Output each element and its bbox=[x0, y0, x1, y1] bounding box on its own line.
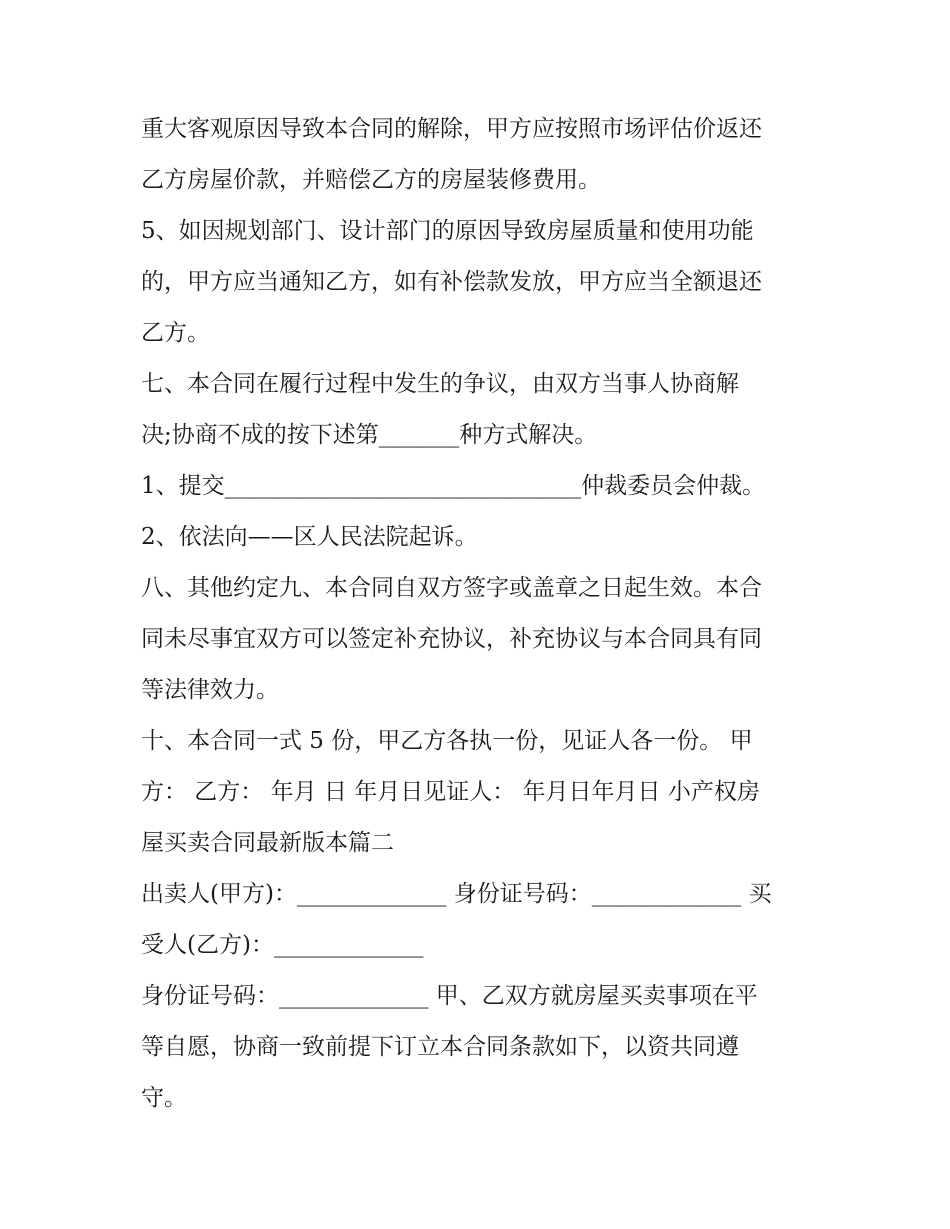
text-line: 八、其他约定九、本合同自双方签字或盖章之日起生效。本合 bbox=[141, 575, 762, 601]
text-line: 决;协商不成的按下述第_______种方式解决。 bbox=[141, 422, 598, 448]
text-line: 重大客观原因导致本合同的解除，甲方应按照市场评估价返还 bbox=[141, 116, 762, 142]
text-line: 屋买卖合同最新版本篇二 bbox=[141, 830, 394, 856]
text-line: 同未尽事宜双方可以签定补充协议，补充协议与本合同具有同 bbox=[141, 626, 762, 652]
text-line: 出卖人(甲方)：_____________ 身份证号码：_____________ 买 bbox=[141, 881, 772, 907]
text-line: 的，甲方应当通知乙方，如有补偿款发放，甲方应当全额退还 bbox=[141, 269, 762, 295]
text-line: 等法律效力。 bbox=[141, 677, 279, 703]
text-line: 七、本合同在履行过程中发生的争议，由双方当事人协商解 bbox=[141, 371, 739, 397]
text-line: 5、如因规划部门、设计部门的原因导致房屋质量和使用功能 bbox=[141, 218, 754, 244]
text-line: 2、依法向——区人民法院起诉。 bbox=[141, 524, 478, 550]
text-line: 方： 乙方： 年月 日 年月日见证人： 年月日年月日 小产权房 bbox=[141, 779, 760, 805]
text-line: 身份证号码：_____________ 甲、乙双方就房屋买卖事项在平 bbox=[141, 983, 758, 1009]
text-line: 乙方。 bbox=[141, 320, 210, 346]
text-line: 乙方房屋价款，并赔偿乙方的房屋装修费用。 bbox=[141, 167, 601, 193]
text-line: 十、本合同一式 5 份，甲乙方各执一份，见证人各一份。 甲 bbox=[141, 728, 753, 754]
text-line: 1、提交_______________________________仲裁委员会仲裁。 bbox=[141, 473, 766, 499]
text-line: 守。 bbox=[141, 1085, 187, 1111]
contract-text bbox=[141, 104, 821, 1124]
text-line: 等自愿，协商一致前提下订立本合同条款如下，以资共同遵 bbox=[141, 1034, 739, 1060]
text-line: 受人(乙方)：_____________ bbox=[141, 932, 424, 958]
